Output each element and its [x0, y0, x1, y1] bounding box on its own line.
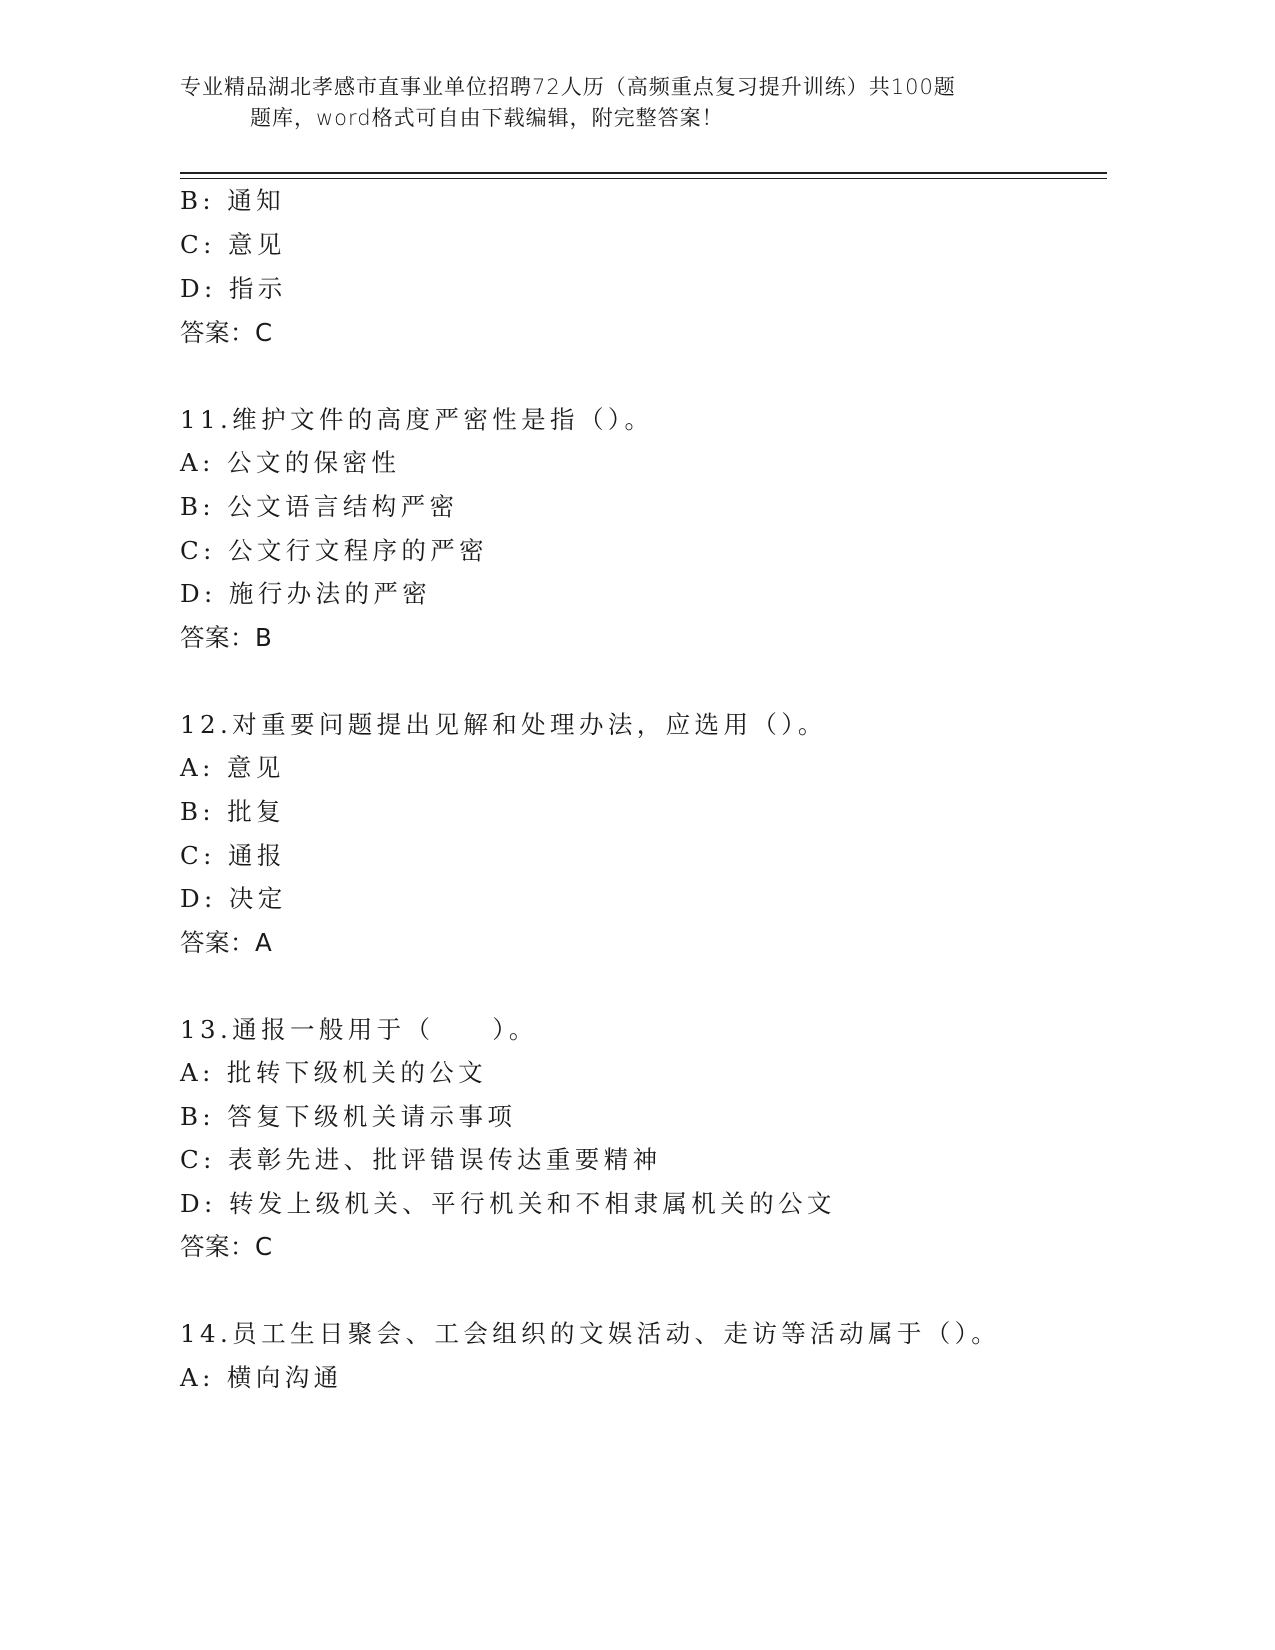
- answer-line: 答案：B: [180, 623, 273, 652]
- header-divider-thin: [180, 178, 1107, 179]
- question-line: 12.对重要问题提出见解和处理办法，应选用（）。: [180, 710, 827, 739]
- option-line: A: 横向沟通: [180, 1363, 343, 1392]
- answer-line: 答案：C: [180, 318, 273, 347]
- option-line: C: 公文行文程序的严密: [180, 536, 489, 565]
- option-line: A: 意见: [180, 753, 285, 782]
- header-divider-thick: [180, 172, 1107, 174]
- answer-line: 答案：A: [180, 928, 273, 957]
- option-line: C: 意见: [180, 230, 286, 259]
- header-title-line-2: 题库，word格式可自由下载编辑，附完整答案！: [250, 106, 724, 130]
- option-line: D: 施行办法的严密: [180, 579, 432, 608]
- option-line: C: 通报: [180, 841, 286, 870]
- option-line: B: 公文语言结构严密: [180, 492, 459, 521]
- question-line: 11.维护文件的高度严密性是指（）。: [180, 405, 654, 434]
- question-line: 14.员工生日聚会、工会组织的文娱活动、走访等活动属于（）。: [180, 1319, 1001, 1348]
- answer-line: 答案：C: [180, 1232, 273, 1261]
- option-line: D: 指示: [180, 274, 287, 303]
- option-line: A: 公文的保密性: [180, 448, 401, 477]
- header-title-line-1: 专业精品湖北孝感市直事业单位招聘72人历（高频重点复习提升训练）共100题: [180, 75, 956, 99]
- option-line: D: 转发上级机关、平行机关和不相隶属机关的公文: [180, 1189, 836, 1218]
- option-line: A: 批转下级机关的公文: [180, 1058, 488, 1087]
- option-line: C: 表彰先进、批评错误传达重要精神: [180, 1145, 662, 1174]
- option-line: B: 批复: [180, 797, 286, 826]
- option-line: B: 答复下级机关请示事项: [180, 1102, 517, 1131]
- option-line: D: 决定: [180, 884, 287, 913]
- option-line: B: 通知: [180, 186, 286, 215]
- document-header: [180, 72, 1080, 134]
- question-line: 13.通报一般用于（ ）。: [180, 1015, 538, 1044]
